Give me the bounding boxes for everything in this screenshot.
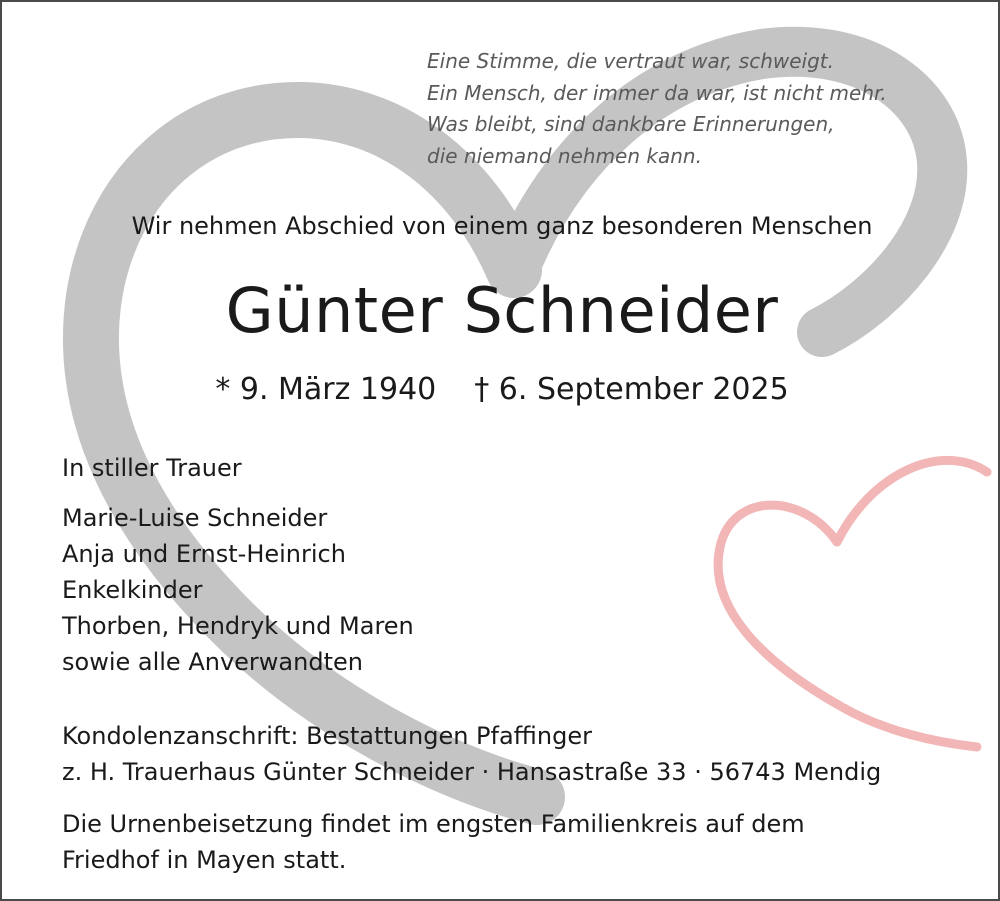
burial-line: Friedhof in Mayen statt.	[62, 846, 347, 874]
mourning-title-text: In stiller Trauer	[62, 454, 242, 482]
red-heart-stroke	[718, 505, 977, 747]
mourners-list	[62, 500, 414, 680]
birth-date: * 9. März 1940	[215, 372, 437, 407]
address-line: z. H. Trauerhaus Günter Schneider · Hansastraße 33 · 56743 Mendig	[62, 758, 882, 786]
life-dates	[2, 372, 1000, 407]
burial-line: Die Urnenbeisetzung findet im engsten Familienkreis auf dem	[62, 810, 805, 838]
mourner-line: Marie-Luise Schneider	[62, 504, 328, 532]
poem-line: Eine Stimme, die vertraut war, schweigt.	[427, 49, 835, 73]
mourner-line: sowie alle Anverwandten	[62, 648, 363, 676]
farewell-intro: Wir nehmen Abschied von einem ganz besonderen Menschen	[131, 212, 873, 240]
mourning-title	[62, 454, 242, 482]
address-line: Kondolenzanschrift: Bestattungen Pfaffinger	[62, 722, 592, 750]
burial-notice	[62, 806, 805, 878]
condolence-address	[62, 718, 881, 790]
mourner-line: Anja und Ernst-Heinrich	[62, 540, 346, 568]
poem-line: Ein Mensch, der immer da war, ist nicht mehr.	[427, 80, 887, 105]
poem-line: Was bleibt, sind dankbare Erinnerungen,	[427, 112, 835, 136]
mourner-line: Enkelkinder	[62, 576, 203, 604]
mourner-line: Thorben, Hendryk und Maren	[62, 612, 414, 640]
deceased-name: Günter Schneider	[225, 274, 779, 347]
memorial-poem	[427, 46, 887, 172]
death-date: † 6. September 2025	[474, 372, 789, 407]
red-heart-right-stroke	[837, 460, 987, 542]
poem-line: die niemand nehmen kann.	[427, 143, 702, 168]
